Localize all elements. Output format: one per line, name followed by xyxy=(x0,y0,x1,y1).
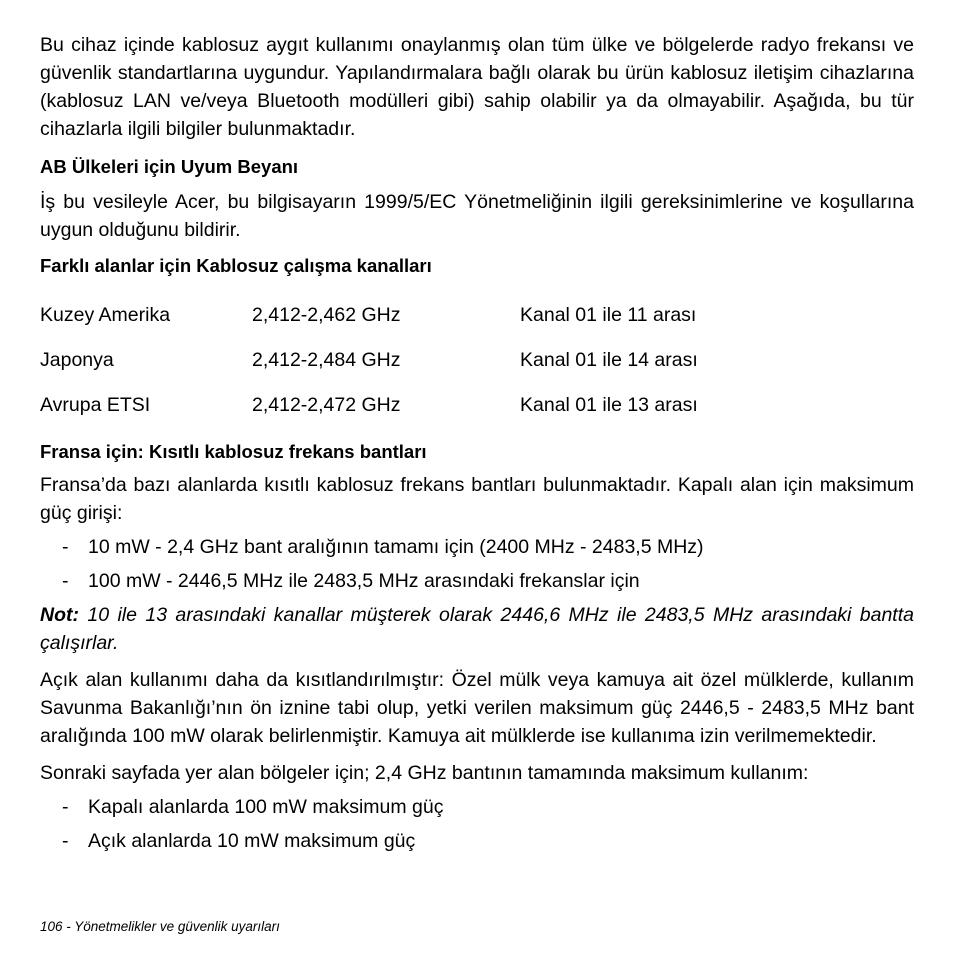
region-cell: Avrupa ETSI xyxy=(40,393,151,416)
list-item xyxy=(40,533,914,561)
france-text: Fransa’da bazı alanlarda kısıtlı kablosuz frekans bantları bulunmaktadır. Kapalı alan için maksimum güç girişi: xyxy=(40,474,914,524)
channels-cell: Kanal 01 ile 11 arası xyxy=(520,303,697,326)
list-item-text: 10 mW - 2,4 GHz bant aralığının tamamı için (2400 MHz - 2483,5 MHz) xyxy=(88,536,704,558)
list-item xyxy=(40,827,914,855)
channels-table xyxy=(40,292,698,427)
outdoor-paragraph: Açık alan kullanımı daha da kısıtlandırılmıştır: Özel mülk veya kamuya ait özel mülklerde, kullanım Savunma Bakanlığı’nın ön iznine tabi olup, yetki verilen maksimum güç 2446,5 - 2483,5 MHz bant aralığında 100 mW olarak belirlenmiştir. Kamuya ait mülklerde ise kullanıma izin verilmemektedir. xyxy=(40,669,914,747)
document-page xyxy=(40,31,914,855)
eu-declaration-text: İş bu vesileyle Acer, bu bilgisayarın 1999/5/EC Yönetmeliğinin ilgili gereksinimlerine ve koşullarına uygun olduğunu bildirir. xyxy=(40,191,914,241)
note-label: Not: xyxy=(40,604,79,626)
france-heading: Fransa için: Kısıtlı kablosuz frekans bantları xyxy=(40,441,427,462)
channels-cell: Kanal 01 ile 14 arası xyxy=(520,348,698,371)
intro-paragraph: Bu cihaz içinde kablosuz aygıt kullanımı onaylanmış olan tüm ülke ve bölgelerde radyo frekansı ve güvenlik standartlarına uygundur. Yapılandırmalara bağlı olarak bu ürün kablosuz iletişim cihazlarına (kablosuz LAN ve/veya Bluetooth modülleri gibi) sahip olabilir ya da olmayabilir. Aşağıda, bu tür cihazlarla ilgili bilgiler bulunmaktadır. xyxy=(40,34,914,140)
region-cell: Kuzey Amerika xyxy=(40,303,171,326)
page-footer: 106 - Yönetmelikler ve güvenlik uyarıları xyxy=(40,919,280,934)
next-page-paragraph: Sonraki sayfada yer alan bölgeler için; 2,4 GHz bantının tamamında maksimum kullanım: xyxy=(40,762,809,784)
eu-declaration-heading: AB Ülkeleri için Uyum Beyanı xyxy=(40,156,299,177)
band-cell: 2,412-2,462 GHz xyxy=(252,303,401,326)
list-item-text: Kapalı alanlarda 100 mW maksimum güç xyxy=(88,796,444,818)
list-item-text: Açık alanlarda 10 mW maksimum güç xyxy=(88,830,416,852)
table-row xyxy=(40,337,698,382)
channels-heading: Farklı alanlar için Kablosuz çalışma kanalları xyxy=(40,255,432,276)
dash-bullet: - xyxy=(62,536,69,558)
dash-bullet: - xyxy=(62,796,69,818)
list-item-text: 100 mW - 2446,5 MHz ile 2483,5 MHz arasındaki frekanslar için xyxy=(88,570,640,592)
channels-cell: Kanal 01 ile 13 arası xyxy=(520,393,698,416)
band-cell: 2,412-2,472 GHz xyxy=(252,393,401,416)
table-row xyxy=(40,292,698,337)
indoor-power-list xyxy=(40,533,914,595)
dash-bullet: - xyxy=(62,570,69,592)
note-text: 10 ile 13 arasındaki kanallar müşterek olarak 2446,6 MHz ile 2483,5 MHz arasındaki bantta çalışırlar. xyxy=(40,604,914,654)
table-row xyxy=(40,382,698,427)
region-cell: Japonya xyxy=(40,348,114,371)
max-power-list xyxy=(40,793,914,855)
band-cell: 2,412-2,484 GHz xyxy=(252,348,401,371)
dash-bullet: - xyxy=(62,830,69,852)
list-item xyxy=(40,793,914,821)
note-paragraph xyxy=(40,601,914,657)
list-item xyxy=(40,567,914,595)
